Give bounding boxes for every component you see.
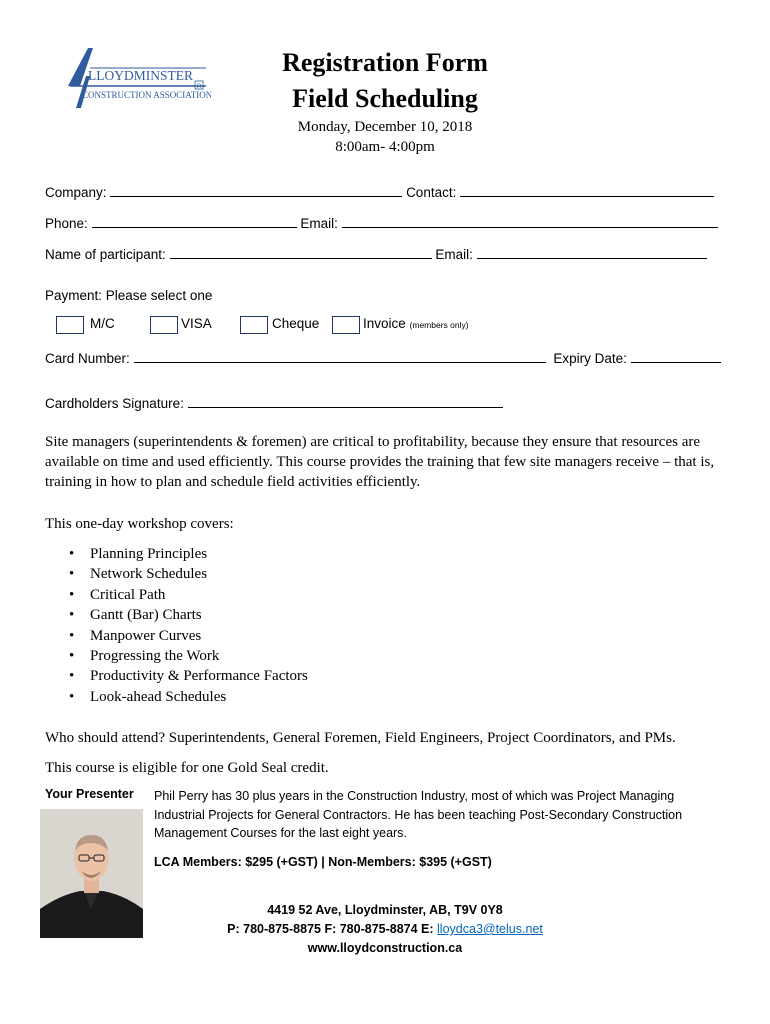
event-date: Monday, December 10, 2018 — [297, 119, 473, 135]
lca-logo-icon — [66, 46, 211, 116]
logo-text-line1: LLOYDMINSTER — [88, 68, 193, 83]
company-field[interactable] — [110, 183, 402, 197]
payment-options — [0, 316, 770, 336]
expiry-label: Expiry Date: — [553, 351, 627, 366]
signature-field[interactable] — [188, 394, 503, 408]
list-item: • Manpower Curves — [45, 626, 308, 646]
list-item: • Progressing the Work — [45, 646, 308, 666]
invoice-label-text: Invoice — [363, 316, 406, 331]
visa-checkbox[interactable] — [150, 316, 178, 334]
invoice-note: (members only) — [409, 320, 469, 330]
form-title: Registration Form — [282, 48, 488, 77]
payment-label: Payment: Please select one — [45, 288, 213, 303]
participant-label: Name of participant: — [45, 247, 166, 262]
form-subtitle: Field Scheduling — [292, 84, 478, 113]
phone-email-row — [45, 214, 718, 231]
intro-paragraph: Site managers (superintendents & foremen) are critical to profitability, because they ensure that resources are available on time and used efficiently. This course provides the training that few site managers receive – that is, training in how to plan and schedule field activities efficiently. — [45, 434, 715, 490]
svg-text:R: R — [196, 84, 202, 90]
pricing: LCA Members: $295 (+GST) | Non-Members: $395 (+GST) — [154, 855, 492, 869]
logo-text-line2: CONSTRUCTION ASSOCIATION — [82, 90, 211, 100]
expiry-field[interactable] — [631, 349, 721, 363]
card-number-field[interactable] — [134, 349, 546, 363]
presenter-label: Your Presenter — [45, 787, 134, 801]
list-item: • Gantt (Bar) Charts — [45, 605, 308, 625]
event-time: 8:00am- 4:00pm — [335, 139, 435, 155]
participant-email-label: Email: — [435, 247, 473, 262]
list-item: • Planning Principles — [45, 544, 308, 564]
phone-field[interactable] — [92, 214, 297, 228]
list-item: • Look-ahead Schedules — [45, 687, 308, 707]
email-field[interactable] — [342, 214, 718, 228]
participant-email-field[interactable] — [477, 245, 707, 259]
list-item: • Network Schedules — [45, 564, 308, 584]
mc-checkbox[interactable] — [56, 316, 84, 334]
company-contact-row — [45, 183, 714, 200]
cheque-checkbox[interactable] — [240, 316, 268, 334]
signature-label: Cardholders Signature: — [45, 396, 184, 411]
email-link[interactable]: lloydca3@telus.net — [437, 922, 543, 936]
website[interactable]: www.lloydconstruction.ca — [307, 941, 463, 955]
mc-label: M/C — [90, 316, 115, 331]
phone-label: Phone: — [45, 216, 88, 231]
contact-label: Contact: — [406, 185, 457, 200]
invoice-label — [363, 316, 469, 331]
covers-heading: This one-day workshop covers: — [45, 516, 234, 532]
phone-fax: P: 780-875-8875 F: 780-875-8874 — [227, 922, 418, 936]
card-row — [45, 349, 721, 366]
invoice-checkbox[interactable] — [332, 316, 360, 334]
list-item: • Critical Path — [45, 585, 308, 605]
list-item: • Productivity & Performance Factors — [45, 666, 308, 686]
contact-field[interactable] — [460, 183, 714, 197]
cheque-label: Cheque — [272, 316, 320, 331]
participant-field[interactable] — [170, 245, 432, 259]
email-prefix: E: — [421, 922, 434, 936]
topics-list — [45, 544, 308, 707]
address: 4419 52 Ave, Lloydminster, AB, T9V 0Y8 — [267, 903, 503, 917]
gold-seal-credit: This course is eligible for one Gold Seal credit. — [45, 760, 329, 776]
presenter-photo — [40, 809, 143, 938]
email-label: Email: — [300, 216, 338, 231]
participant-row — [45, 245, 707, 262]
who-should-attend: Who should attend? Superintendents, General Foremen, Field Engineers, Project Coordinators, and PMs. — [45, 730, 676, 746]
contact-line — [0, 922, 770, 936]
company-label: Company: — [45, 185, 107, 200]
visa-label: VISA — [181, 316, 212, 331]
signature-row — [45, 394, 503, 411]
card-number-label: Card Number: — [45, 351, 130, 366]
lca-logo — [66, 46, 211, 116]
presenter-bio: Phil Perry has 30 plus years in the Construction Industry, most of which was Project Managing Industrial Projects for General Contractors. He has been teaching Post-Secondary Construction Management Courses for the last eight years. — [154, 789, 683, 840]
